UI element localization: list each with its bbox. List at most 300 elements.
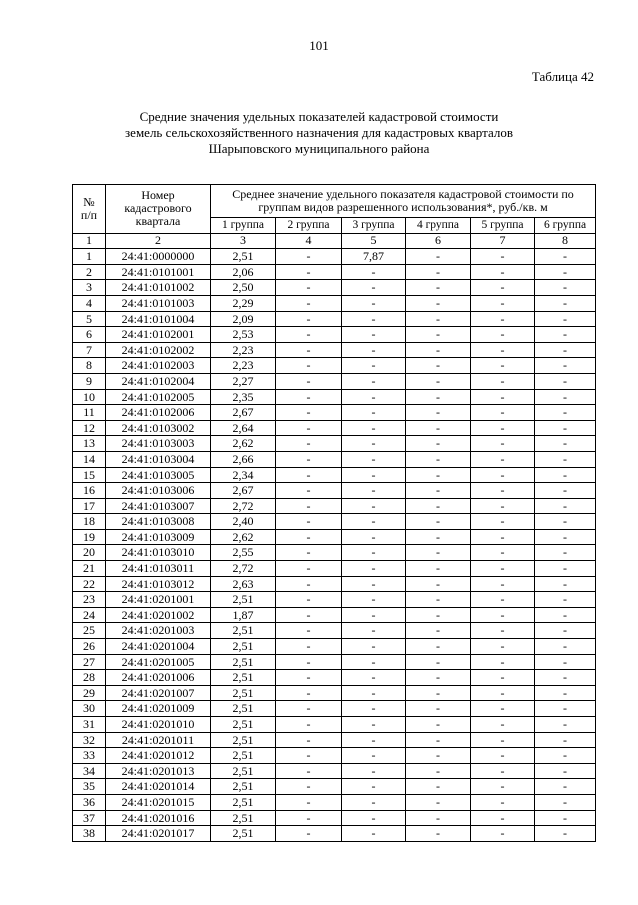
table-row	[73, 670, 596, 686]
group-5-value: -	[471, 311, 535, 327]
table-row	[73, 732, 596, 748]
group-2-value: -	[276, 342, 342, 358]
group-5-value: -	[471, 327, 535, 343]
group-3-value: -	[342, 483, 406, 499]
group-5-value: -	[471, 373, 535, 389]
group-4-value: -	[406, 311, 471, 327]
table-row	[73, 810, 596, 826]
group-4-value: -	[406, 685, 471, 701]
group-4-value: -	[406, 467, 471, 483]
cadastral-number: 24:41:0102003	[106, 358, 211, 374]
group-5-value: -	[471, 763, 535, 779]
table-row	[73, 405, 596, 421]
group-4-value: -	[406, 295, 471, 311]
group-3-value: -	[342, 685, 406, 701]
group-6-value: -	[535, 639, 596, 655]
header-group-1: 1 группа	[211, 218, 276, 234]
group-3-value: -	[342, 295, 406, 311]
group-1-value: 2,53	[211, 327, 276, 343]
group-1-value: 2,51	[211, 701, 276, 717]
group-4-value: -	[406, 717, 471, 733]
cadastral-number: 24:41:0101001	[106, 264, 211, 280]
group-1-value: 2,64	[211, 420, 276, 436]
group-2-value: -	[276, 763, 342, 779]
table-row	[73, 358, 596, 374]
group-2-value: -	[276, 451, 342, 467]
group-5-value: -	[471, 592, 535, 608]
group-6-value: -	[535, 794, 596, 810]
table-row	[73, 685, 596, 701]
group-6-value: -	[535, 685, 596, 701]
table-row	[73, 576, 596, 592]
group-2-value: -	[276, 358, 342, 374]
header-group-5: 5 группа	[471, 218, 535, 234]
group-3-value: -	[342, 561, 406, 577]
group-6-value: -	[535, 763, 596, 779]
group-6-value: -	[535, 654, 596, 670]
table-row	[73, 763, 596, 779]
row-number: 9	[73, 373, 106, 389]
row-number: 13	[73, 436, 106, 452]
group-6-value: -	[535, 389, 596, 405]
group-4-value: -	[406, 483, 471, 499]
cadastral-number: 24:41:0201016	[106, 810, 211, 826]
group-3-value: -	[342, 732, 406, 748]
col-number: 2	[106, 233, 211, 249]
table-body	[73, 249, 596, 842]
group-5-value: -	[471, 639, 535, 655]
group-4-value: -	[406, 545, 471, 561]
row-number: 24	[73, 607, 106, 623]
group-4-value: -	[406, 514, 471, 530]
group-6-value: -	[535, 607, 596, 623]
table-row	[73, 529, 596, 545]
group-4-value: -	[406, 794, 471, 810]
cadastral-number: 24:41:0103009	[106, 529, 211, 545]
group-5-value: -	[471, 701, 535, 717]
group-5-value: -	[471, 670, 535, 686]
row-number: 5	[73, 311, 106, 327]
group-3-value: -	[342, 794, 406, 810]
header-average: Среднее значение удельного показателя кадастровой стоимости по группам видов разрешенного использования*, руб./кв. м	[211, 185, 596, 218]
group-4-value: -	[406, 342, 471, 358]
group-2-value: -	[276, 701, 342, 717]
group-4-value: -	[406, 576, 471, 592]
group-3-value: 7,87	[342, 249, 406, 265]
group-1-value: 2,51	[211, 592, 276, 608]
col-number: 7	[471, 233, 535, 249]
group-4-value: -	[406, 639, 471, 655]
table-row	[73, 249, 596, 265]
group-3-value: -	[342, 576, 406, 592]
group-2-value: -	[276, 685, 342, 701]
cadastral-number: 24:41:0101003	[106, 295, 211, 311]
group-2-value: -	[276, 389, 342, 405]
group-4-value: -	[406, 249, 471, 265]
group-3-value: -	[342, 654, 406, 670]
table-row	[73, 717, 596, 733]
group-2-value: -	[276, 717, 342, 733]
table-row	[73, 280, 596, 296]
table-row	[73, 264, 596, 280]
row-number: 1	[73, 249, 106, 265]
group-3-value: -	[342, 436, 406, 452]
group-4-value: -	[406, 701, 471, 717]
group-3-value: -	[342, 264, 406, 280]
group-2-value: -	[276, 794, 342, 810]
row-number: 10	[73, 389, 106, 405]
group-6-value: -	[535, 405, 596, 421]
table-row	[73, 654, 596, 670]
col-number: 3	[211, 233, 276, 249]
group-2-value: -	[276, 295, 342, 311]
header-num: № п/п	[73, 185, 106, 234]
table-row	[73, 389, 596, 405]
group-1-value: 2,51	[211, 794, 276, 810]
cadastral-number: 24:41:0201007	[106, 685, 211, 701]
row-number: 22	[73, 576, 106, 592]
cadastral-number: 24:41:0103002	[106, 420, 211, 436]
cadastral-number: 24:41:0201013	[106, 763, 211, 779]
row-number: 18	[73, 514, 106, 530]
group-3-value: -	[342, 670, 406, 686]
group-2-value: -	[276, 826, 342, 842]
group-1-value: 2,51	[211, 732, 276, 748]
row-number: 26	[73, 639, 106, 655]
cadastral-number: 24:41:0201014	[106, 779, 211, 795]
group-2-value: -	[276, 373, 342, 389]
group-4-value: -	[406, 670, 471, 686]
cadastral-number: 24:41:0201017	[106, 826, 211, 842]
group-5-value: -	[471, 405, 535, 421]
group-3-value: -	[342, 420, 406, 436]
group-1-value: 2,72	[211, 561, 276, 577]
group-1-value: 2,62	[211, 436, 276, 452]
row-number: 15	[73, 467, 106, 483]
group-3-value: -	[342, 311, 406, 327]
group-2-value: -	[276, 639, 342, 655]
group-4-value: -	[406, 280, 471, 296]
group-2-value: -	[276, 483, 342, 499]
group-1-value: 2,23	[211, 342, 276, 358]
group-5-value: -	[471, 529, 535, 545]
col-number: 4	[276, 233, 342, 249]
group-2-value: -	[276, 779, 342, 795]
row-number: 12	[73, 420, 106, 436]
group-5-value: -	[471, 779, 535, 795]
group-1-value: 2,51	[211, 654, 276, 670]
cadastral-number: 24:41:0201009	[106, 701, 211, 717]
group-1-value: 2,09	[211, 311, 276, 327]
group-2-value: -	[276, 420, 342, 436]
group-6-value: -	[535, 295, 596, 311]
col-number: 5	[342, 233, 406, 249]
row-number: 11	[73, 405, 106, 421]
table-row	[73, 639, 596, 655]
header-group-3: 3 группа	[342, 218, 406, 234]
table-row	[73, 623, 596, 639]
cadastral-number: 24:41:0103012	[106, 576, 211, 592]
group-1-value: 2,51	[211, 748, 276, 764]
table-label: Таблица 42	[531, 69, 594, 84]
group-2-value: -	[276, 514, 342, 530]
group-1-value: 2,06	[211, 264, 276, 280]
row-number: 34	[73, 763, 106, 779]
group-1-value: 2,51	[211, 249, 276, 265]
group-1-value: 2,29	[211, 295, 276, 311]
group-6-value: -	[535, 701, 596, 717]
row-number: 32	[73, 732, 106, 748]
group-3-value: -	[342, 529, 406, 545]
group-2-value: -	[276, 670, 342, 686]
group-5-value: -	[471, 420, 535, 436]
group-6-value: -	[535, 373, 596, 389]
group-5-value: -	[471, 576, 535, 592]
cadastral-number: 24:41:0101002	[106, 280, 211, 296]
row-number: 8	[73, 358, 106, 374]
group-2-value: -	[276, 405, 342, 421]
group-6-value: -	[535, 732, 596, 748]
group-3-value: -	[342, 717, 406, 733]
group-6-value: -	[535, 436, 596, 452]
table-row	[73, 436, 596, 452]
group-4-value: -	[406, 607, 471, 623]
group-6-value: -	[535, 576, 596, 592]
cadastral-number: 24:41:0201010	[106, 717, 211, 733]
group-5-value: -	[471, 358, 535, 374]
group-3-value: -	[342, 810, 406, 826]
group-3-value: -	[342, 545, 406, 561]
group-6-value: -	[535, 748, 596, 764]
col-number: 8	[535, 233, 596, 249]
cadastral-number: 24:41:0103008	[106, 514, 211, 530]
group-6-value: -	[535, 592, 596, 608]
row-number: 6	[73, 327, 106, 343]
group-3-value: -	[342, 405, 406, 421]
table-row	[73, 467, 596, 483]
group-5-value: -	[471, 249, 535, 265]
group-3-value: -	[342, 451, 406, 467]
group-1-value: 2,51	[211, 670, 276, 686]
group-6-value: -	[535, 561, 596, 577]
cadastral-number: 24:41:0103004	[106, 451, 211, 467]
group-6-value: -	[535, 779, 596, 795]
row-number: 14	[73, 451, 106, 467]
title-line-1: Средние значения удельных показателей кадастровой стоимости	[139, 109, 499, 124]
group-1-value: 2,27	[211, 373, 276, 389]
cadastral-number: 24:41:0201006	[106, 670, 211, 686]
group-5-value: -	[471, 342, 535, 358]
group-5-value: -	[471, 514, 535, 530]
group-5-value: -	[471, 732, 535, 748]
page-number: 101	[309, 38, 329, 53]
group-5-value: -	[471, 826, 535, 842]
group-2-value: -	[276, 498, 342, 514]
group-1-value: 2,51	[211, 763, 276, 779]
group-1-value: 2,67	[211, 405, 276, 421]
group-1-value: 2,66	[211, 451, 276, 467]
cadastral-number: 24:41:0103003	[106, 436, 211, 452]
title-line-3: Шарыповского муниципального района	[208, 141, 430, 156]
row-number: 20	[73, 545, 106, 561]
group-6-value: -	[535, 717, 596, 733]
group-3-value: -	[342, 373, 406, 389]
group-1-value: 2,51	[211, 623, 276, 639]
group-6-value: -	[535, 623, 596, 639]
group-5-value: -	[471, 545, 535, 561]
table-row	[73, 295, 596, 311]
group-3-value: -	[342, 389, 406, 405]
group-6-value: -	[535, 451, 596, 467]
cadastral-number: 24:41:0103010	[106, 545, 211, 561]
row-number: 28	[73, 670, 106, 686]
table-row	[73, 794, 596, 810]
group-2-value: -	[276, 264, 342, 280]
cadastral-number: 24:41:0102004	[106, 373, 211, 389]
table-row	[73, 607, 596, 623]
group-1-value: 2,51	[211, 639, 276, 655]
group-5-value: -	[471, 654, 535, 670]
group-4-value: -	[406, 654, 471, 670]
cadastral-number: 24:41:0201012	[106, 748, 211, 764]
group-4-value: -	[406, 264, 471, 280]
group-5-value: -	[471, 794, 535, 810]
header-group-4: 4 группа	[406, 218, 471, 234]
group-6-value: -	[535, 810, 596, 826]
title-line-2: земель сельскохозяйственного назначения для кадастровых кварталов	[125, 125, 513, 140]
group-3-value: -	[342, 826, 406, 842]
group-5-value: -	[471, 280, 535, 296]
cadastral-number: 24:41:0103011	[106, 561, 211, 577]
group-6-value: -	[535, 483, 596, 499]
group-2-value: -	[276, 327, 342, 343]
row-number: 19	[73, 529, 106, 545]
group-6-value: -	[535, 342, 596, 358]
group-2-value: -	[276, 732, 342, 748]
group-4-value: -	[406, 436, 471, 452]
group-4-value: -	[406, 389, 471, 405]
row-number: 38	[73, 826, 106, 842]
group-1-value: 2,63	[211, 576, 276, 592]
cadastral-number: 24:41:0201005	[106, 654, 211, 670]
group-6-value: -	[535, 498, 596, 514]
table-row	[73, 373, 596, 389]
group-6-value: -	[535, 670, 596, 686]
row-number: 7	[73, 342, 106, 358]
cadastral-number: 24:41:0201004	[106, 639, 211, 655]
group-1-value: 2,72	[211, 498, 276, 514]
group-3-value: -	[342, 514, 406, 530]
group-5-value: -	[471, 561, 535, 577]
group-3-value: -	[342, 763, 406, 779]
table-row	[73, 498, 596, 514]
table-row	[73, 420, 596, 436]
group-1-value: 2,50	[211, 280, 276, 296]
group-1-value: 2,67	[211, 483, 276, 499]
group-1-value: 2,34	[211, 467, 276, 483]
row-number: 27	[73, 654, 106, 670]
table-row	[73, 451, 596, 467]
cadastral-number: 24:41:0102006	[106, 405, 211, 421]
group-1-value: 2,51	[211, 810, 276, 826]
table-row	[73, 342, 596, 358]
table-row	[73, 748, 596, 764]
group-6-value: -	[535, 420, 596, 436]
group-5-value: -	[471, 607, 535, 623]
row-number: 30	[73, 701, 106, 717]
group-3-value: -	[342, 498, 406, 514]
group-4-value: -	[406, 779, 471, 795]
group-4-value: -	[406, 405, 471, 421]
group-3-value: -	[342, 358, 406, 374]
cadastral-values-table	[72, 184, 596, 842]
cadastral-number: 24:41:0201003	[106, 623, 211, 639]
group-4-value: -	[406, 763, 471, 779]
row-number: 3	[73, 280, 106, 296]
row-number: 36	[73, 794, 106, 810]
group-4-value: -	[406, 561, 471, 577]
row-number: 17	[73, 498, 106, 514]
table-row	[73, 701, 596, 717]
group-3-value: -	[342, 327, 406, 343]
group-4-value: -	[406, 420, 471, 436]
header-group-6: 6 группа	[535, 218, 596, 234]
group-3-value: -	[342, 779, 406, 795]
cadastral-number: 24:41:0102001	[106, 327, 211, 343]
group-5-value: -	[471, 685, 535, 701]
group-5-value: -	[471, 264, 535, 280]
group-1-value: 1,87	[211, 607, 276, 623]
group-6-value: -	[535, 311, 596, 327]
row-number: 33	[73, 748, 106, 764]
row-number: 35	[73, 779, 106, 795]
table-row	[73, 545, 596, 561]
column-number-row	[73, 233, 596, 249]
row-number: 29	[73, 685, 106, 701]
group-5-value: -	[471, 389, 535, 405]
group-2-value: -	[276, 467, 342, 483]
group-2-value: -	[276, 436, 342, 452]
group-6-value: -	[535, 545, 596, 561]
group-6-value: -	[535, 264, 596, 280]
cadastral-number: 24:41:0103006	[106, 483, 211, 499]
group-5-value: -	[471, 623, 535, 639]
table-row	[73, 483, 596, 499]
group-5-value: -	[471, 451, 535, 467]
group-4-value: -	[406, 826, 471, 842]
group-3-value: -	[342, 623, 406, 639]
group-6-value: -	[535, 467, 596, 483]
group-5-value: -	[471, 498, 535, 514]
group-1-value: 2,55	[211, 545, 276, 561]
row-number: 37	[73, 810, 106, 826]
row-number: 23	[73, 592, 106, 608]
group-2-value: -	[276, 545, 342, 561]
table-row	[73, 311, 596, 327]
group-4-value: -	[406, 498, 471, 514]
group-6-value: -	[535, 514, 596, 530]
group-4-value: -	[406, 592, 471, 608]
group-2-value: -	[276, 249, 342, 265]
group-5-value: -	[471, 436, 535, 452]
table-row	[73, 561, 596, 577]
group-2-value: -	[276, 623, 342, 639]
group-3-value: -	[342, 607, 406, 623]
group-2-value: -	[276, 748, 342, 764]
group-2-value: -	[276, 311, 342, 327]
table-row	[73, 327, 596, 343]
header-group-2: 2 группа	[276, 218, 342, 234]
